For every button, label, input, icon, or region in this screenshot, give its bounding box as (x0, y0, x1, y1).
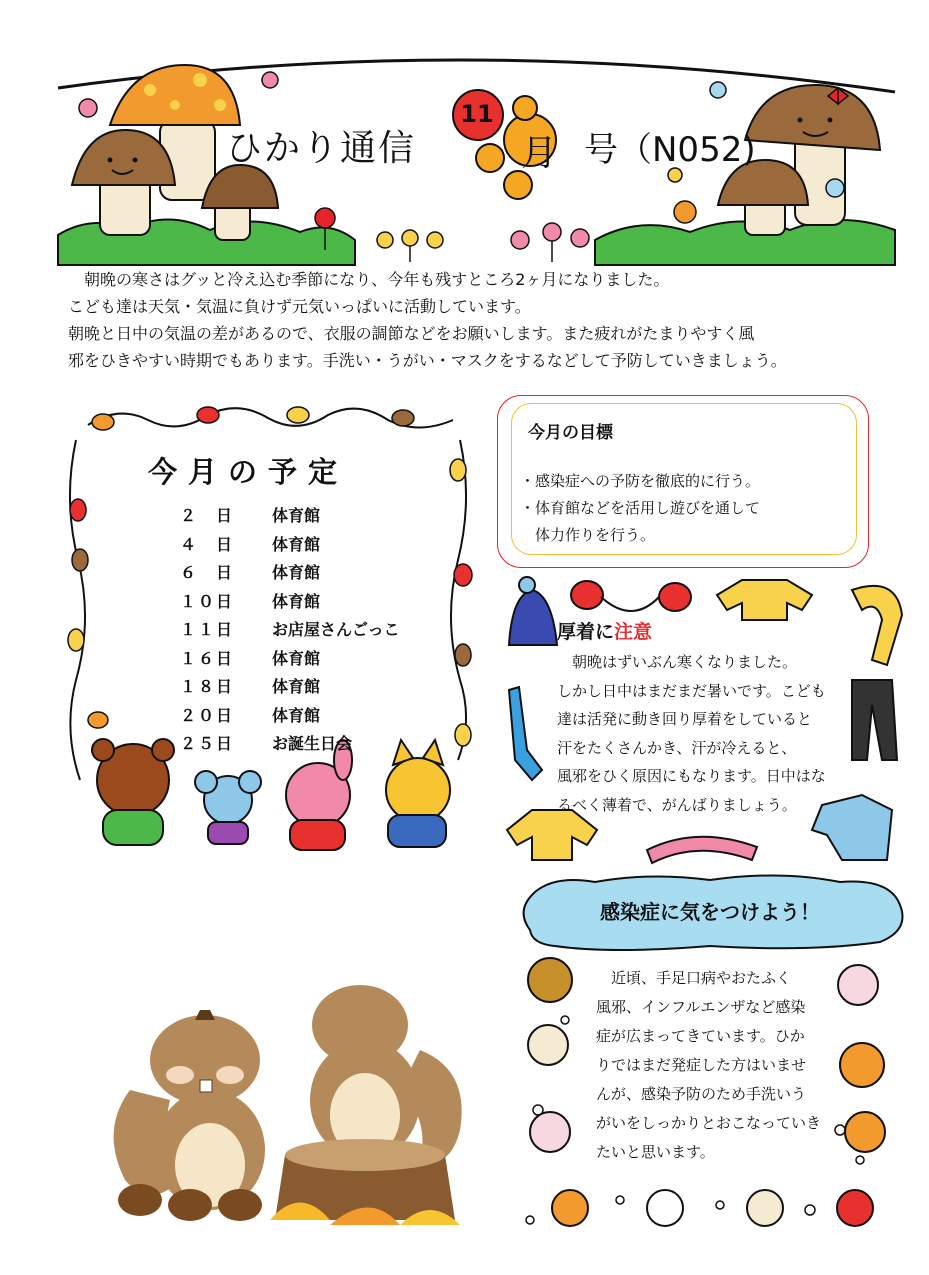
squirrel-illustration (100, 980, 480, 1240)
infection-title: 感染症に気をつけよう！ (600, 900, 820, 924)
list-item (180, 559, 400, 588)
schedule-day: ２０日 (180, 705, 235, 725)
list-item (180, 673, 400, 702)
thick-clothes-title (557, 617, 652, 644)
intro-line: 朝晩と日中の気温の差があるので、衣服の調節などをお願いします。また疲れがたまりやすく風 (68, 324, 755, 343)
schedule-event: 体育館 (272, 591, 321, 611)
list-item (180, 702, 400, 731)
body-line: 近頃、手足口病やおたふく (596, 969, 792, 987)
intro-line: 朝晩の寒さはグッと冷え込む季節になり、今年も残すところ2ヶ月になりました。 (68, 270, 670, 289)
schedule-day: １１日 (180, 620, 235, 639)
schedule-day: １６日 (180, 648, 235, 668)
list-item (180, 588, 400, 617)
header-illustration (0, 0, 929, 270)
squirrels-icon (100, 980, 480, 1240)
body-line: がいをしっかりとおこなっていき (596, 1114, 822, 1132)
body-line: んが、感染予防のため手洗いう (596, 1085, 807, 1103)
schedule-day: ６ 日 (180, 563, 235, 582)
thick-clothes-body (557, 648, 826, 819)
body-line: るべく薄着で、がんばりましょう。 (557, 795, 797, 814)
list-item (180, 616, 400, 645)
month-number: 11 (460, 100, 494, 128)
body-line: 風邪、インフルエンザなど感染 (596, 998, 806, 1016)
goal-list (520, 468, 760, 549)
list-item (180, 502, 400, 531)
schedule-day: ４ 日 (180, 534, 235, 554)
body-line: 朝晩はずいぶん寒くなりました。 (557, 653, 798, 671)
schedule-event: 体育館 (272, 506, 321, 525)
schedule-event: 体育館 (272, 648, 321, 668)
schedule-event: お店屋さんごっこ (272, 620, 400, 639)
list-item (180, 645, 400, 674)
issue-number: 号（N052) (584, 130, 756, 170)
monthly-goal-inner (511, 403, 857, 555)
body-line: 症が広まってきています。ひか (596, 1027, 805, 1045)
body-line: 汗をたくさんかき、汗が冷えると、 (557, 738, 797, 757)
thick-clothes-notice (497, 575, 917, 875)
schedule-day: １０日 (180, 591, 235, 611)
thick-clothes-title-prefix: 厚着に (557, 621, 615, 643)
body-line: 達は活発に動き回り厚着をしていると (557, 710, 813, 728)
intro-line: 邪をひきやすい時期でもあります。手洗い・うがい・マスクをするなどして予防していきましょう。 (68, 351, 787, 370)
monthly-goal-box (497, 395, 869, 568)
schedule-event: 体育館 (272, 563, 321, 582)
schedule-day: ２ 日 (180, 506, 235, 525)
goal-item: 体力作りを行う。 (520, 526, 656, 544)
schedule-event: お誕生日会 (272, 734, 353, 753)
thick-clothes-title-caution: 注意 (614, 621, 653, 643)
goal-item: ・体育館などを活用し遊びを通して (520, 499, 761, 517)
list-item (180, 531, 400, 560)
month-kanji: 月 (521, 133, 558, 174)
schedule-panel (58, 400, 478, 870)
body-line: たいと思います。 (596, 1143, 715, 1161)
infection-notice (510, 870, 920, 1240)
schedule-day: １８日 (180, 677, 235, 696)
schedule-event: 体育館 (272, 705, 321, 725)
schedule-event: 体育館 (272, 534, 321, 554)
schedule-title: 今月の予定 (148, 455, 349, 489)
goal-item: ・感染症への予防を徹底的に行う。 (520, 472, 761, 490)
goal-title: 今月の目標 (528, 423, 613, 443)
list-item (180, 730, 400, 759)
schedule-day: ２５日 (180, 734, 235, 753)
intro-text (68, 266, 898, 374)
intro-line: こども達は天気・気温に負けず元気いっぱいに活動しています。 (68, 297, 531, 316)
body-line: りではまだ発症した方はいませ (596, 1056, 807, 1074)
schedule-list (180, 502, 400, 759)
schedule-event: 体育館 (272, 677, 321, 696)
newsletter-header (0, 0, 929, 270)
newsletter-title: ひかり通信 (226, 128, 417, 169)
body-line: 風邪をひく原因にもなります。日中はな (557, 767, 826, 785)
infection-body (596, 964, 821, 1167)
body-line: しかし日中はまだまだ暑いです。こども (557, 681, 826, 700)
